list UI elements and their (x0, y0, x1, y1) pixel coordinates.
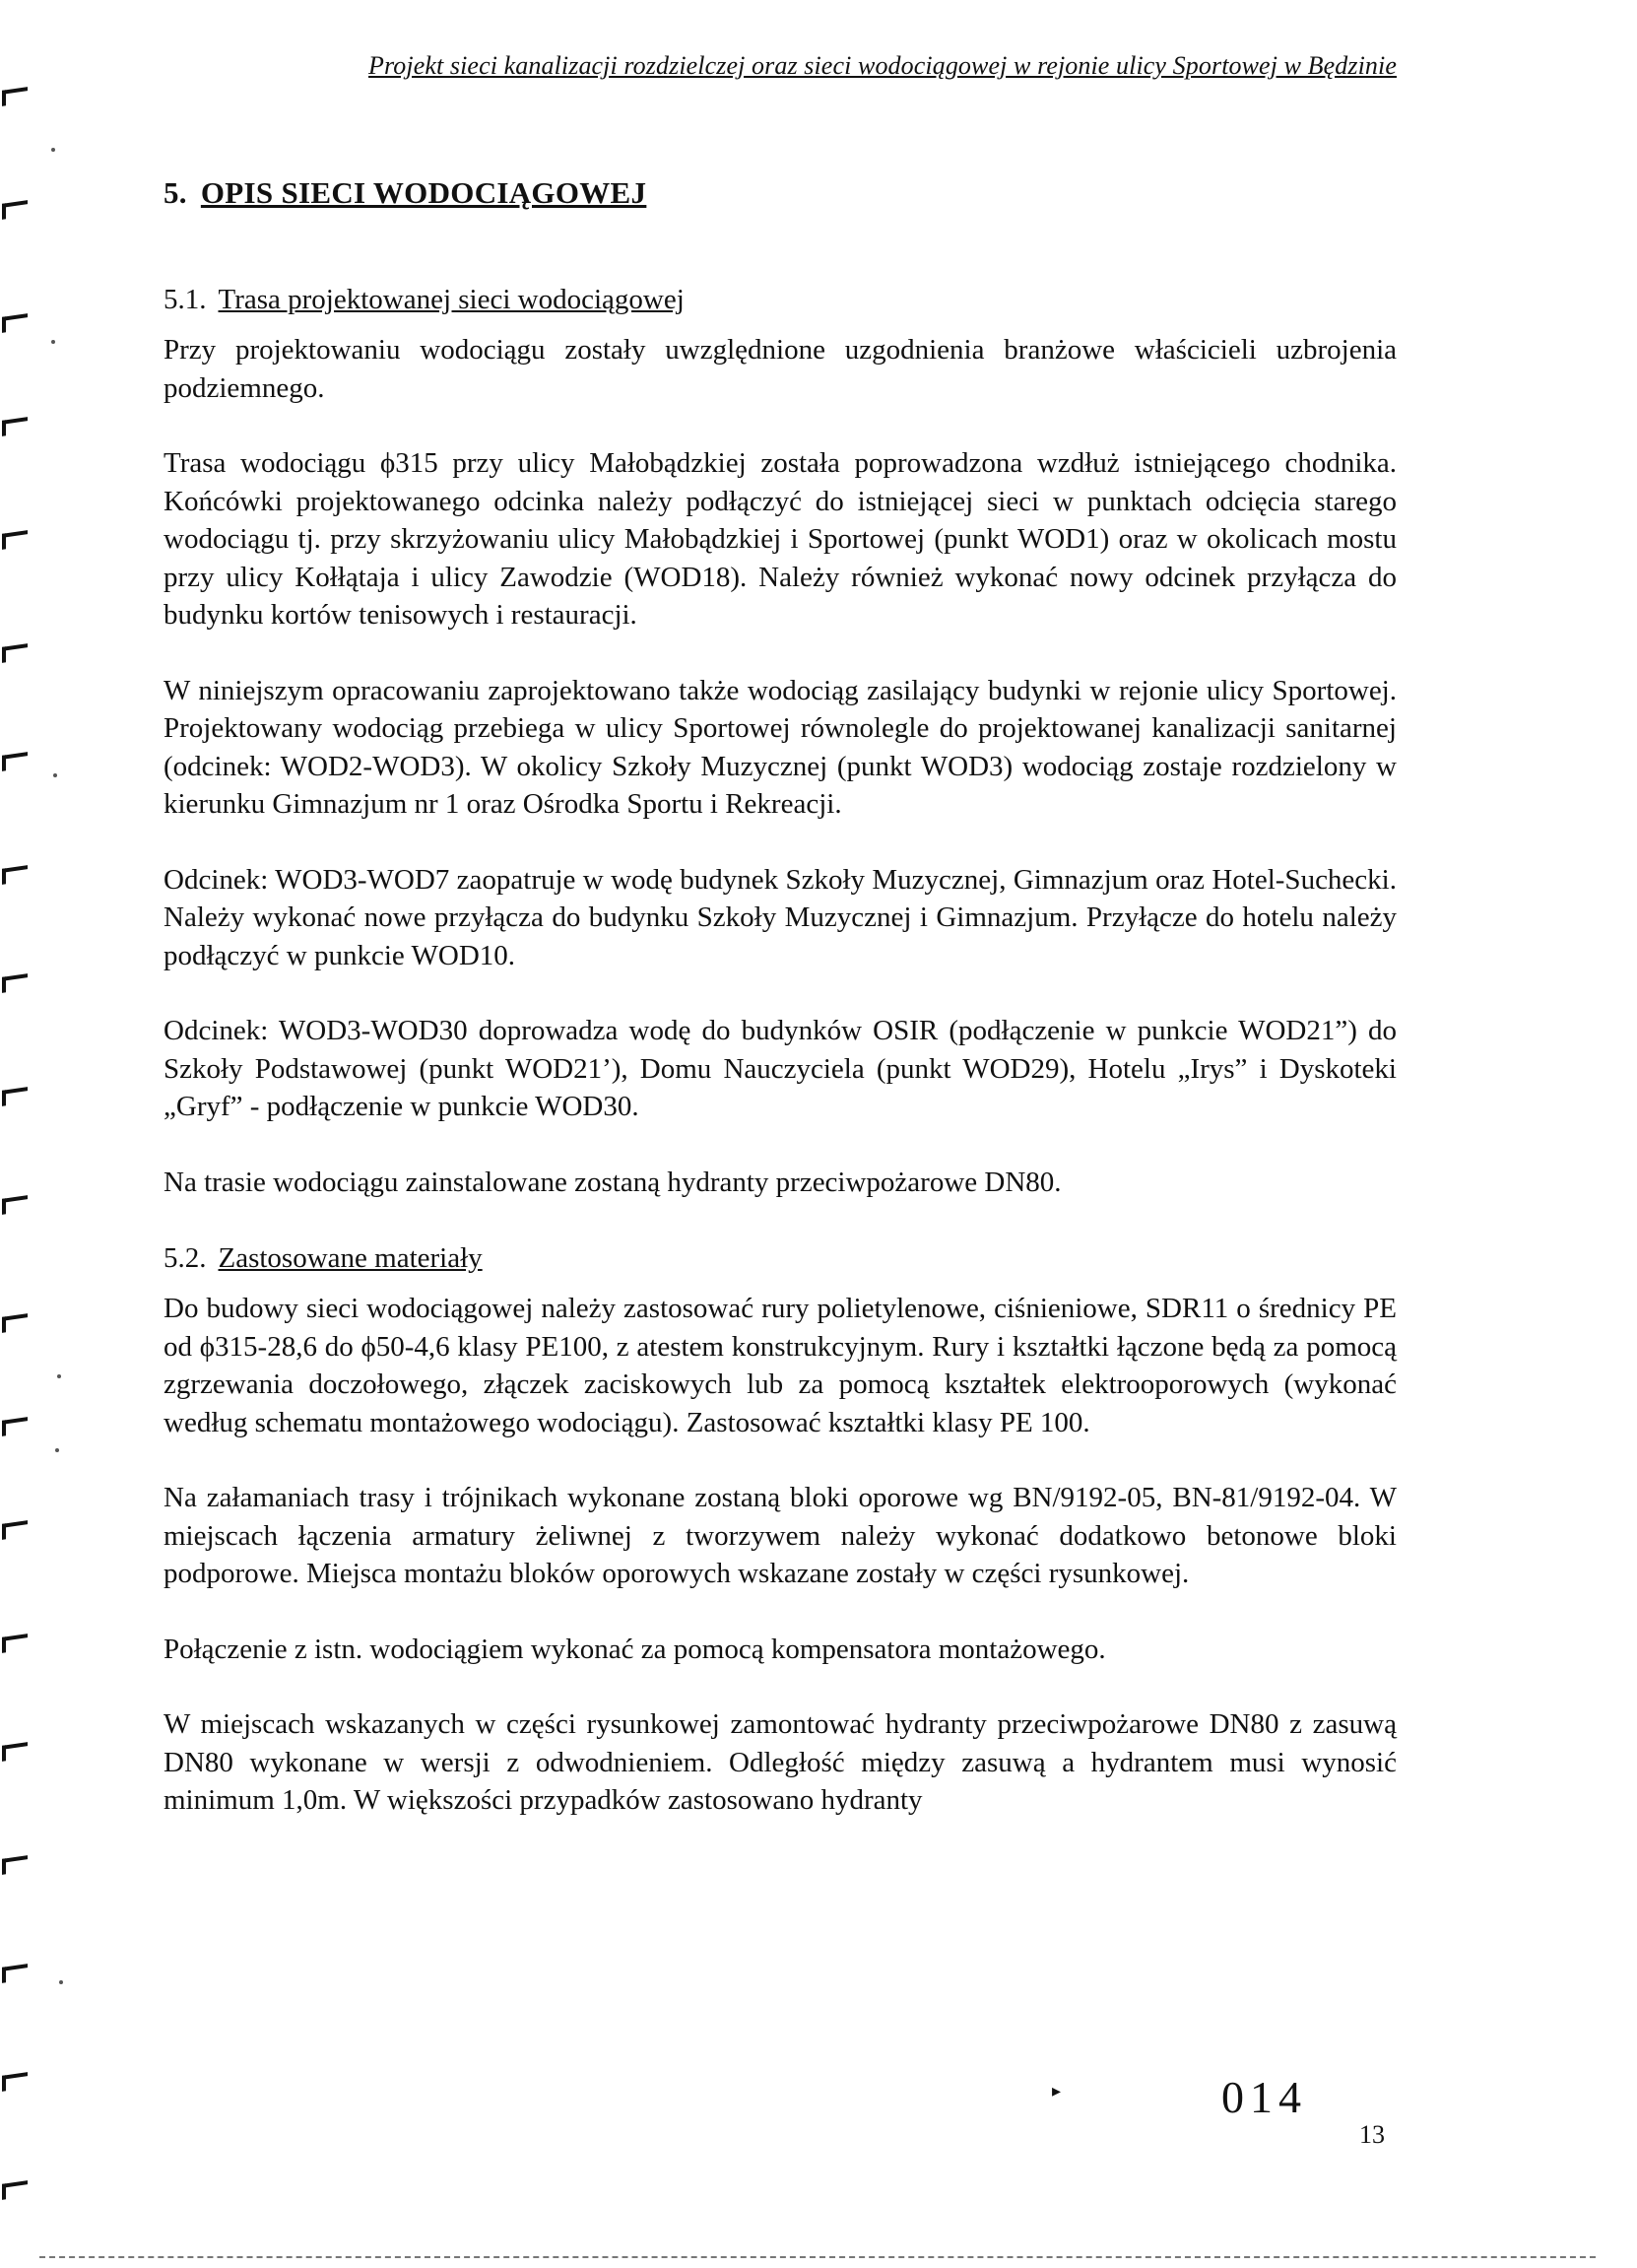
chapter-heading (164, 175, 1397, 211)
paragraph: Połączenie z istn. wodociągiem wykonać za pomocą kompensatora montażowego. (164, 1633, 1106, 1665)
scan-mark (2, 417, 28, 436)
scan-dot (53, 773, 57, 777)
scan-mark (2, 2072, 28, 2092)
scan-mark (2, 865, 28, 885)
section-title: Trasa projektowanej sieci wodociągowej (218, 284, 685, 315)
paragraph: Do budowy sieci wodociągowej należy zastosować rury polietylenowe, ciśnieniowe, SDR11 o średnicy PE od ϕ315-28,6 do ϕ50-4,6 klasy PE100, z atestem konstrukcyjnym. Rury i kształtki łączone będą za pomocą zgrzewania doczołowego, złączek zaciskowych lub za pomocą kształtek elektrooporowych (wykonać według schematu montażowego wodociągu). Zastosować kształtki klasy PE 100. (164, 1293, 1397, 1438)
scan-mark (2, 752, 28, 771)
scan-mark (2, 1195, 28, 1215)
scan-mark (2, 2180, 28, 2200)
scan-mark (2, 200, 28, 220)
scan-dot (51, 340, 55, 344)
scan-edge-divider (39, 2256, 1596, 2258)
document-body (164, 175, 1397, 1857)
arrow-mark-icon: ▸ (1052, 2081, 1062, 2101)
chapter-number: 5. (164, 175, 187, 210)
scan-mark (2, 1742, 28, 1762)
running-header: Projekt sieci kanalizacji rozdzielczej oraz sieci wodociągowej w rejonie ulicy Sportowej w Będzinie (368, 51, 1397, 80)
scan-mark (2, 1313, 28, 1333)
scan-mark (2, 1417, 28, 1436)
scan-mark (2, 1634, 28, 1653)
scan-mark (2, 87, 28, 106)
scan-dot (59, 1980, 63, 1984)
scan-mark (2, 643, 28, 663)
scan-mark (2, 530, 28, 550)
scan-dot (55, 1448, 59, 1452)
chapter-title: OPIS SIECI WODOCIĄGOWEJ (200, 175, 647, 210)
scan-mark (2, 973, 28, 993)
section-heading (164, 1240, 1397, 1276)
paragraph: W niniejszym opracowaniu zaprojektowano także wodociąg zasilający budynki w rejonie ulicy Sportowej. Projektowany wodociąg przebiega w ulicy Sportowej równolegle do projektowanej kanalizacji sanitarnej (odcinek: WOD2-WOD3). W okolicy Szkoły Muzycznej (punkt WOD3) wodociąg zostaje rozdzielony w kierunku Gimnazjum nr 1 oraz Ośrodka Sportu i Rekreacji. (164, 674, 1397, 820)
paragraph: Na załamaniach trasy i trójnikach wykonane zostaną bloki oporowe wg BN/9192-05, BN-81/9192-04. W miejscach łączenia armatury żeliwnej z tworzywem należy wykonać dodatkowo betonowe bloki podporowe. Miejsca montażu bloków oporowych wskazane zostały w części rysunkowej. (164, 1482, 1397, 1589)
paragraph: Odcinek: WOD3-WOD30 doprowadza wodę do budynków OSIR (podłączenie w punkcie WOD21”) do Szkoły Podstawowej (punkt WOD21’), Domu Nauczyciela (punkt WOD29), Hotelu „Irys” i Dyskoteki „Gryf” - podłączenie w punkcie WOD30. (164, 1015, 1397, 1122)
section-heading (164, 282, 1397, 317)
section-title: Zastosowane materiały (218, 1242, 483, 1274)
scan-mark (2, 313, 28, 333)
scan-mark (2, 1520, 28, 1540)
scan-mark (2, 1964, 28, 1983)
scan-dot (57, 1374, 61, 1378)
page-number: 13 (1359, 2120, 1385, 2149)
section-number: 5.1. (164, 284, 207, 315)
paragraph: Odcinek: WOD3-WOD7 zaopatruje w wodę budynek Szkoły Muzycznej, Gimnazjum oraz Hotel-Suchecki. Należy wykonać nowe przyłącza do budynku Szkoły Muzycznej i Gimnazjum. Przyłącze do hotelu należy podłączyć w punkcie WOD10. (164, 863, 1397, 971)
paragraph: Trasa wodociągu ϕ315 przy ulicy Małobądzkiej została poprowadzona wzdłuż istniejącego chodnika. Końcówki projektowanego odcinka należy podłączyć do istniejącej sieci w punktach odcięcia starego wodociągu tj. przy skrzyżowaniu ulicy Małobądzkiej i Sportowej (punkt WOD1) oraz w okolicach mostu przy ulicy Kołłątaja i ulicy Zawodzie (WOD18). Należy również wykonać nowy odcinek przyłącza do budynku kortów tenisowych i restauracji. (164, 447, 1397, 631)
scan-mark (2, 1855, 28, 1875)
scan-mark (2, 1087, 28, 1106)
paragraph: W miejscach wskazanych w części rysunkowej zamontować hydranty przeciwpożarowe DN80 z zasuwą DN80 wykonane w wersji z odwodnieniem. Odległość między zasuwą a hydrantem musi wynosić minimum 1,0m. W większości przypadków zastosowano hydranty (164, 1708, 1397, 1816)
sheet-mark: 014 (1221, 2072, 1307, 2122)
paragraph: Przy projektowaniu wodociągu zostały uwzględnione uzgodnienia branżowe właścicieli uzbrojenia podziemnego. (164, 334, 1397, 404)
scan-dot (51, 148, 55, 152)
paragraph: Na trasie wodociągu zainstalowane zostaną hydranty przeciwpożarowe DN80. (164, 1166, 1062, 1198)
section-number: 5.2. (164, 1242, 207, 1274)
